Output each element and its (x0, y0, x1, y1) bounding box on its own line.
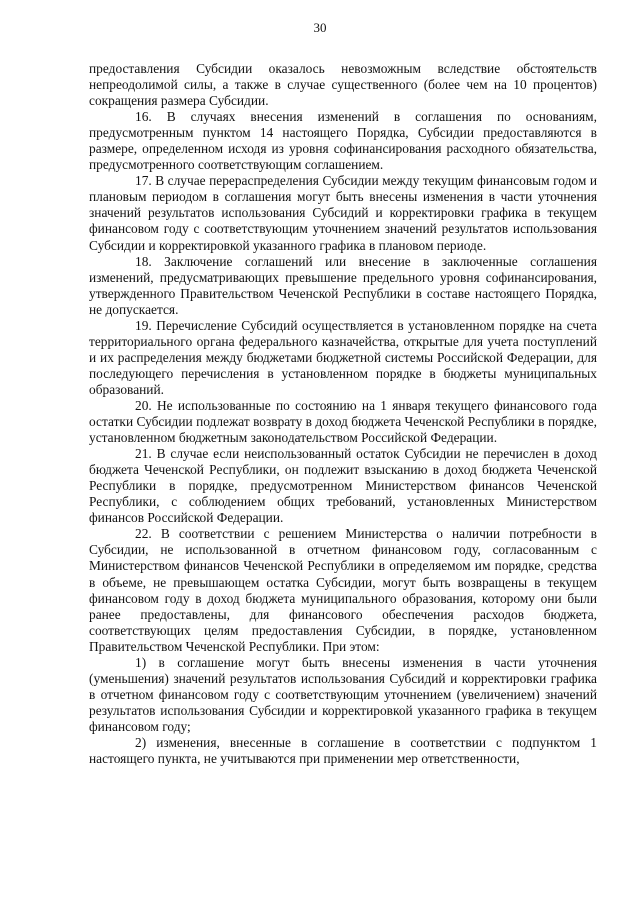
page-number: 30 (313, 20, 327, 35)
paragraph-20: 20. Не использованные по состоянию на 1 января текущего финансового года остатки Субсидии подлежат возврату в доход бюджета Чеченской Республики в порядке, установленном бюджетным законодательством Российской Федерации. (89, 397, 597, 446)
paragraph-16: 16. В случаях внесения изменений в соглашения по основаниям, предусмотренным пунктом 14 настоящего Порядка, Субсидии предоставляются в размере, определенном исходя из уровня софинансирования расходного обязательства, предусмотренного соответствующим соглашением. (89, 109, 597, 173)
paragraph-19: 19. Перечисление Субсидий осуществляется в установленном порядке на счета территориального органа федерального казначейства, открытые для учета поступлений и их распределения между бюджетами бюджетной системы Российской Федерации, для последующего перечисления в установленном порядке в бюджеты муниципальных образований. (89, 317, 597, 397)
paragraph-22: 22. В соответствии с решением Министерства о наличии потребности в Субсидии, не использованной в отчетном финансовом году, согласованным с Министерством финансов Чеченской Республики в определяемом им порядке, средства в объеме, не превышающем остатка Субсидии, могут быть возвращены в текущем финансовом году в доход бюджета муниципального образования, которому они были ранее предоставлены, для финансового обеспечения расходов бюджета, соответствующих целям предоставления Субсидии, в порядке, установленном Правительством Чеченской Республики. При этом: (89, 526, 597, 654)
paragraph-21: 21. В случае если неиспользованный остаток Субсидии не перечислен в доход бюджета Чеченской Республики, он подлежит взысканию в доход бюджета Чеченской Республики в порядке, предусмотренном Министерством финансов Чеченской Республики, с соблюдением общих требований, установленных Министерством финансов Российской Федерации. (89, 446, 597, 526)
paragraph-18: 18. Заключение соглашений или внесение в заключенные соглашения изменений, предусматривающих превышение предельного уровня софинансирования, утвержденного Правительством Чеченской Республики в составе настоящего Порядка, не допускается. (89, 253, 597, 317)
paragraph-22-item-2: 2) изменения, внесенные в соглашение в соответствии с подпунктом 1 настоящего пункта, не учитываются при применении мер ответственности, (89, 734, 597, 767)
paragraph-continuation: предоставления Субсидии оказалось невозможным вследствие обстоятельств непреодолимой силы, а также в случае существенного (более чем на 10 процентов) сокращения размера Субсидии. (89, 61, 597, 109)
paragraph-22-item-1: 1) в соглашение могут быть внесены изменения в части уточнения (уменьшения) значений результатов использования Субсидий и корректировки графика в отчетном финансовом году с соответствующим уточнением (увеличением) значений результатов использования Субсидии и корректировкой указанного графика в текущем финансовом году; (89, 654, 597, 734)
document-body (89, 61, 597, 767)
paragraph-17: 17. В случае перераспределения Субсидии между текущим финансовым годом и плановым периодом в соглашения могут быть внесены изменения в части уточнения значений результатов использования Субсидий и корректировки графика в текущем финансовом году с соответствующим уточнением значений результатов использования Субсидии и корректировкой указанного графика в плановом периоде. (89, 173, 597, 253)
